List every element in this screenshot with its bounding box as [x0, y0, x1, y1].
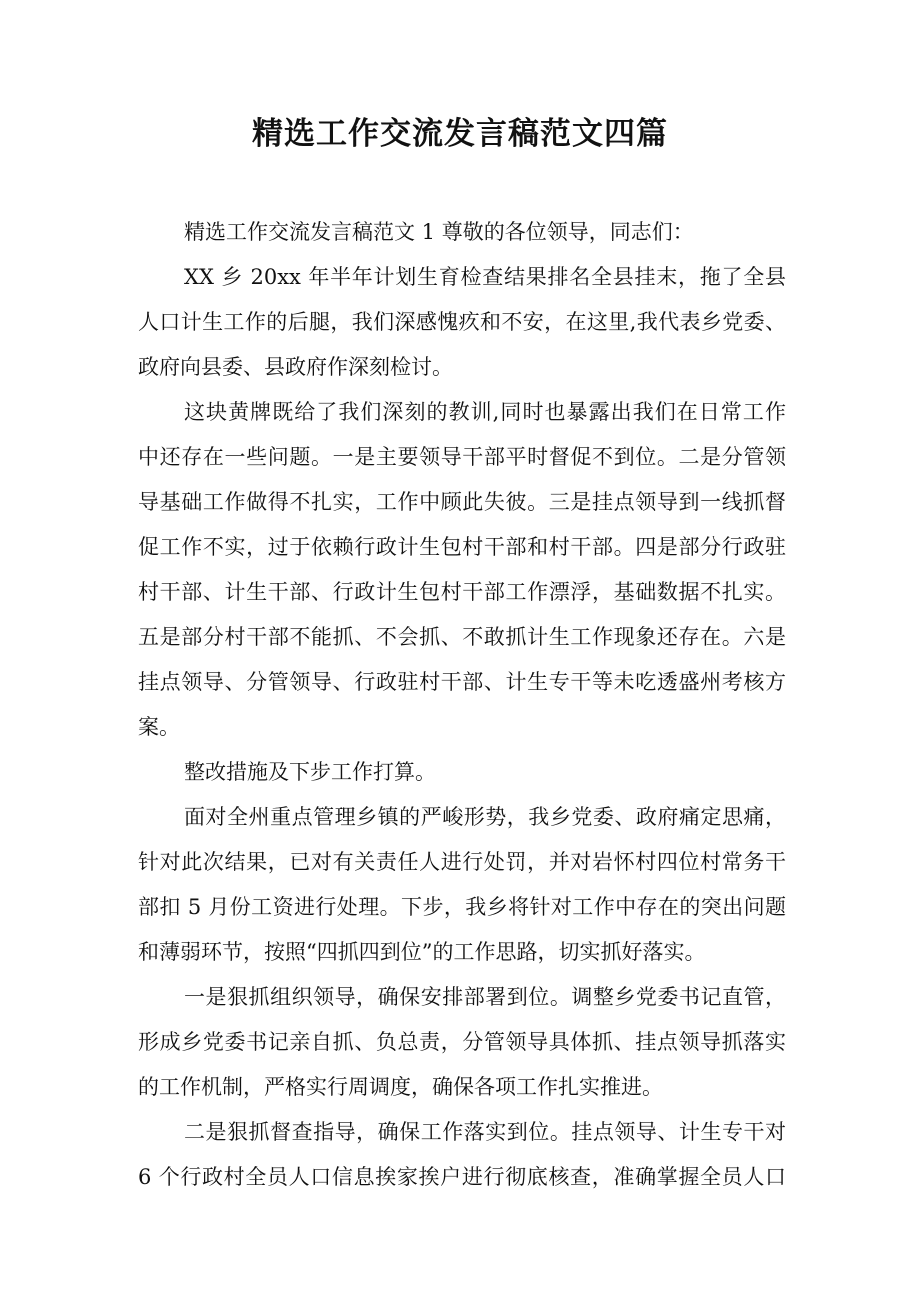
paragraph-line: 面对全州重点管理乡镇的严峻形势，我乡党委、政府痛定思痛， [184, 805, 786, 829]
paragraph-line: 和薄弱环节，按照“四抓四到位”的工作思路，切实抓好落实。 [138, 940, 706, 964]
paragraph-line: 人口计生工作的后腿，我们深感愧疚和不安，在这里,我代表乡党委、 [138, 310, 786, 334]
paragraph-line: 6 个行政村全员人口信息挨家挨户进行彻底核查，准确掌握全员人口 [138, 1165, 786, 1189]
paragraph-line: XX 乡 20xx 年半年计划生育检查结果排名全县挂末，拖了全县 [184, 265, 786, 289]
paragraph-line: 案。 [138, 715, 180, 739]
paragraph-line: 精选工作交流发言稿范文 1 尊敬的各位领导，同志们： [184, 220, 694, 244]
paragraph-line: 挂点领导、分管领导、行政驻村干部、计生专干等未吃透盛州考核方 [138, 670, 786, 694]
paragraph-line: 整改措施及下步工作打算。 [184, 760, 436, 784]
paragraph-line: 形成乡党委书记亲自抓、负总责，分管领导具体抓、挂点领导抓落实 [138, 1030, 786, 1054]
paragraph-line: 中还存在一些问题。一是主要领导干部平时督促不到位。二是分管领 [138, 445, 786, 469]
paragraph-line: 二是狠抓督查指导，确保工作落实到位。挂点领导、计生专干对 [184, 1120, 786, 1144]
paragraph-line: 一是狠抓组织领导，确保安排部署到位。调整乡党委书记直管， [184, 985, 786, 1009]
paragraph-line: 村干部、计生干部、行政计生包村干部工作漂浮，基础数据不扎实。 [138, 580, 786, 604]
paragraph-line: 的工作机制，严格实行周调度，确保各项工作扎实推进。 [138, 1075, 663, 1099]
document-title: 精选工作交流发言稿范文四篇 [252, 116, 668, 152]
document-body [138, 210, 786, 1200]
paragraph-line: 针对此次结果，已对有关责任人进行处罚，并对岩怀村四位村常务干 [138, 850, 786, 874]
paragraph-line: 部扣 5 月份工资进行处理。下步，我乡将针对工作中存在的突出问题 [138, 895, 786, 919]
paragraph-line: 政府向县委、县政府作深刻检讨。 [138, 355, 453, 379]
paragraph-line: 导基础工作做得不扎实，工作中顾此失彼。三是挂点领导到一线抓督 [138, 490, 786, 514]
paragraph-line: 促工作不实，过于依赖行政计生包村干部和村干部。四是部分行政驻 [138, 535, 786, 559]
paragraph-line: 五是部分村干部不能抓、不会抓、不敢抓计生工作现象还存在。六是 [138, 625, 786, 649]
paragraph-line: 这块黄牌既给了我们深刻的教训,同时也暴露出我们在日常工作 [184, 400, 786, 424]
